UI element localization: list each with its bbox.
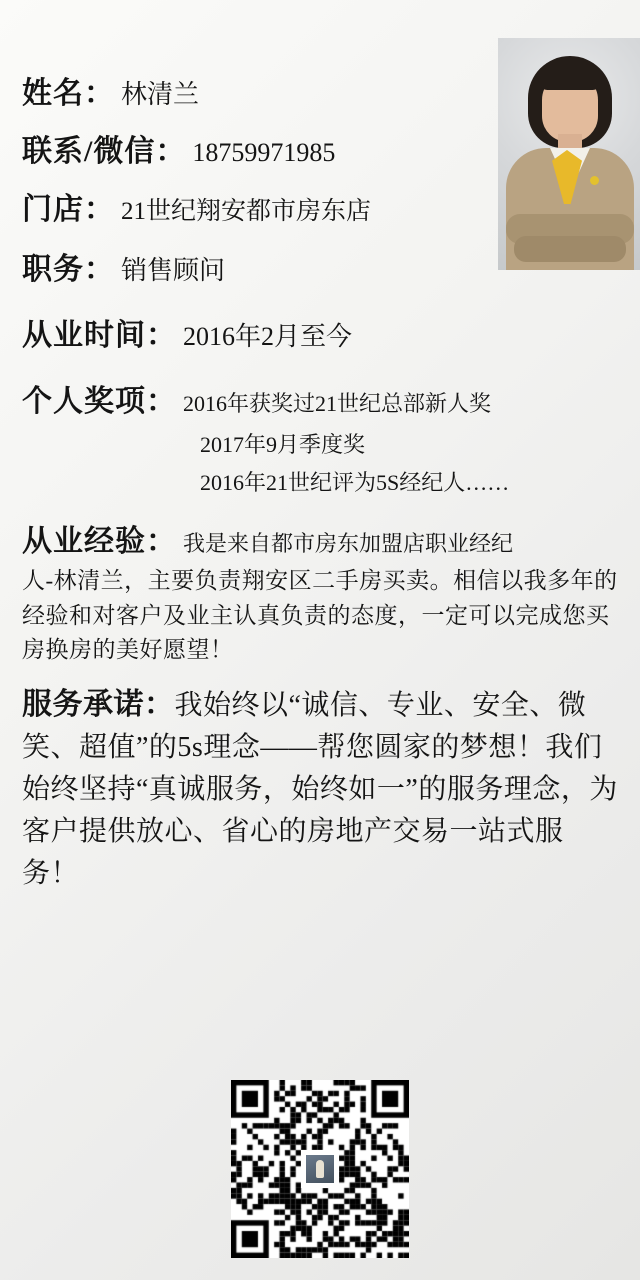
field-awards-first: 2016年获奖过21世纪总部新人奖 [183, 391, 492, 416]
field-experience-lead: 我是来自都市房东加盟店职业经纪 [183, 531, 514, 557]
qr-center-logo [301, 1150, 339, 1188]
field-store-label: 门店： [22, 193, 115, 226]
awards-line-2: 2017年9月季度奖 [200, 432, 366, 457]
experience-body: 人-林清兰，主要负责翔安区二手房买卖。相信以我多年的经验和对客户及业主认真负责的态度，一定可以完成您买房换房的美好愿望！ [22, 568, 618, 663]
field-since-label: 从业时间： [22, 319, 177, 352]
portrait-badge-pin [590, 176, 599, 185]
agent-portrait [498, 38, 640, 270]
field-title-label: 职务： [22, 253, 115, 286]
field-experience [22, 516, 618, 560]
awards-line-3: 2016年21世纪评为5S经纪人…… [200, 470, 510, 496]
portrait-fringe [538, 64, 602, 90]
field-awards-label: 个人奖项： [22, 385, 177, 418]
field-contact-label: 联系/微信： [22, 135, 187, 168]
field-title-value: 销售顾问 [121, 256, 226, 285]
field-contact-value[interactable]: 18759971985 [192, 138, 336, 167]
field-name-label: 姓名： [22, 77, 115, 110]
portrait-arm-lower [514, 236, 626, 262]
field-since [22, 310, 618, 354]
qr-logo-glyph [306, 1155, 334, 1183]
field-promise [22, 682, 618, 895]
field-awards [22, 376, 618, 420]
qr-code-area [0, 1080, 640, 1258]
field-since-value: 2016年2月至今 [183, 322, 353, 351]
field-promise-text: 我始终以“诚信、专业、安全、微笑、超值”的5s理念——帮您圆家的梦想！我们始终坚持“真诚服务，始终如一”的服务理念，为客户提供放心、省心的房地产交易一站式服务！ [22, 689, 618, 889]
field-name-value: 林清兰 [121, 80, 200, 109]
qr-code[interactable] [231, 1080, 409, 1258]
field-store-value: 21世纪翔安都市房东店 [121, 198, 372, 225]
field-promise-label: 服务承诺： [22, 687, 175, 721]
field-experience-label: 从业经验： [22, 525, 177, 559]
